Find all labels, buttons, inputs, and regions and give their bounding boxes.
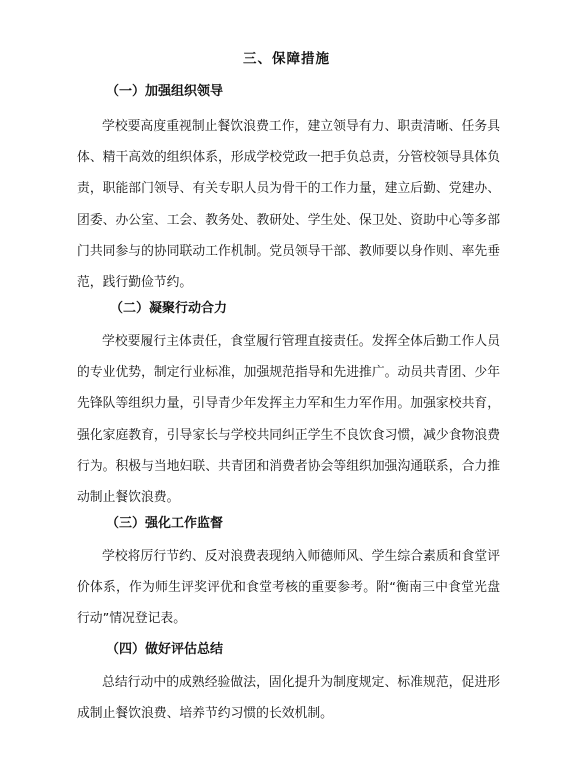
heading-evaluation-summary: （四）做好评估总结 — [106, 642, 224, 657]
heading-joint-action: （二）凝聚行动合力 — [110, 301, 228, 316]
paragraph-joint-action: 学校要履行主体责任，食堂履行管理直接责任。发挥全体后勤工作人员的专业优势，制定行业标准，加强规范指导和先进推广。动员共青团、少年先锋队等组织力量，引导青少年发挥主力军和生力军作用。加强家校共育，强化家庭教育，引导家长与学校共同纠正学生不良饮食习惯，减少食物浪费行为。积极与当地妇联、共青团和消费者协会等组织加强沟通联系，合力推动制止餐饮浪费。 — [77, 334, 500, 506]
paragraph-evaluation-summary: 总结行动中的成熟经验做法，固化提升为制度规定、标准规范，促进形成制止餐饮浪费、培养节约习惯的长效机制。 — [77, 675, 500, 722]
section-title: 三、保障措施 — [243, 51, 330, 67]
heading-work-supervision: （三）强化工作监督 — [106, 516, 224, 531]
paragraph-work-supervision: 学校将厉行节约、反对浪费表现纳入师德师风、学生综合素质和食堂评价体系，作为师生评奖评优和食堂考核的重要参考。附“衡南三中食堂光盘行动”情况登记表。 — [77, 549, 500, 627]
heading-organization-leadership: （一）加强组织领导 — [106, 84, 224, 99]
paragraph-organization-leadership: 学校要高度重视制止餐饮浪费工作，建立领导有力、职责清晰、任务具体、精干高效的组织体系，形成学校党政一把手负总责，分管校领导具体负责，职能部门领导、有关专职人员为骨干的工作力量，建立后勤、党建办、团委、办公室、工会、教务处、教研处、学生处、保卫处、资助中心等多部门共同参与的协同联动工作机制。党员领导干部、教师要以身作则、率先垂范，践行勤俭节约。 — [77, 119, 500, 291]
